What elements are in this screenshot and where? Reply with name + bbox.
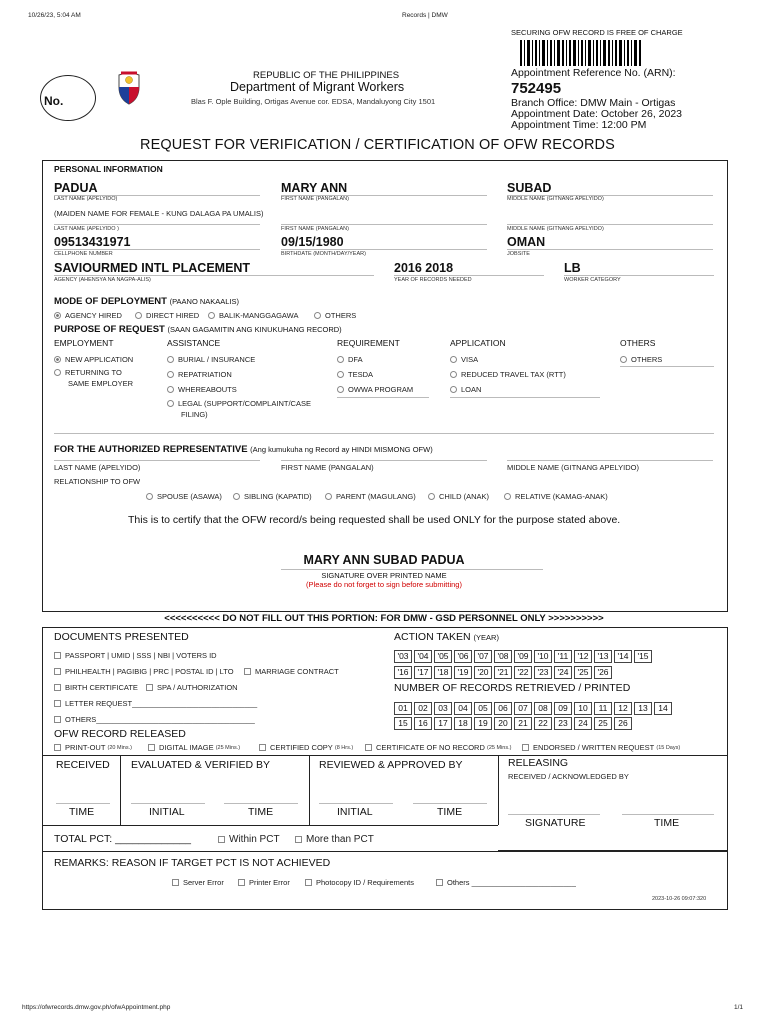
option-label: DIGITAL IMAGE bbox=[159, 743, 214, 752]
checkbox[interactable] bbox=[54, 716, 61, 723]
year-box[interactable]: '18 bbox=[434, 666, 452, 679]
review-time: TIME bbox=[437, 806, 463, 818]
option-label: Printer Error bbox=[249, 878, 290, 887]
option-sub: (8 Hrs.) bbox=[334, 744, 354, 751]
rel-spouse[interactable] bbox=[146, 492, 222, 501]
purpose-new-application[interactable] bbox=[54, 355, 133, 364]
worker-category-value: LB bbox=[564, 261, 714, 276]
rep-last-label: LAST NAME (APELYIDO) bbox=[54, 463, 141, 472]
col-assistance: ASSISTANCE bbox=[167, 338, 221, 348]
deployment-agency-hired[interactable] bbox=[54, 311, 122, 320]
checkbox[interactable] bbox=[54, 744, 61, 751]
deployment-direct-hired[interactable] bbox=[135, 311, 199, 320]
print-title: Records | DMW bbox=[402, 12, 448, 19]
purpose-whereabouts[interactable] bbox=[167, 385, 237, 394]
count-box[interactable]: 02 bbox=[414, 702, 432, 715]
doc-philhealth[interactable] bbox=[54, 667, 234, 676]
maiden-first-label: FIRST NAME (PANGALAN) bbox=[281, 226, 349, 232]
philippine-seal-icon bbox=[113, 71, 145, 105]
option-label: MARRIAGE CONTRACT bbox=[255, 667, 339, 676]
purpose-repatriation[interactable] bbox=[167, 370, 232, 379]
option-label: CHILD (ANAK) bbox=[439, 492, 490, 501]
year-box[interactable]: '16 bbox=[394, 666, 412, 679]
print-url: https://ofwrecords.dmw.gov.ph/ofwAppointment.php bbox=[22, 1004, 171, 1011]
purpose-heading-sub: (SAAN GAGAMITIN ANG KINUKUHANG RECORD) bbox=[167, 325, 342, 334]
appointment-time: Appointment Time: 12:00 PM bbox=[511, 119, 647, 131]
option-label: OWWA PROGRAM bbox=[348, 385, 414, 394]
radio[interactable] bbox=[450, 386, 457, 393]
checkbox[interactable] bbox=[522, 744, 529, 751]
option-label: SPOUSE (ASAWA) bbox=[157, 492, 222, 501]
eval-initial-line bbox=[131, 803, 205, 804]
print-datetime: 10/26/23, 5:04 AM bbox=[28, 12, 81, 19]
released-no-record[interactable] bbox=[365, 743, 511, 752]
reason-photocopy[interactable] bbox=[305, 878, 414, 887]
radio[interactable] bbox=[167, 371, 174, 378]
last-name-label: LAST NAME (APELYIDO) bbox=[54, 196, 118, 202]
jobsite-value: OMAN bbox=[507, 235, 713, 250]
year-box[interactable]: '24 bbox=[554, 666, 572, 679]
year-box[interactable]: '23 bbox=[534, 666, 552, 679]
count-box[interactable]: 05 bbox=[474, 702, 492, 715]
action-heading-sub: (YEAR) bbox=[473, 633, 499, 642]
option-sub: (20 Mins.) bbox=[107, 744, 132, 751]
representative-heading-sub: (Ang kumukuha ng Record ay HINDI MISMONG OFW) bbox=[250, 445, 433, 454]
department-address: Blas F. Ople Building, Ortigas Avenue cor. EDSA, Mandaluyong City 1501 bbox=[191, 97, 436, 106]
checkbox[interactable] bbox=[305, 879, 312, 886]
maiden-middle-label: MIDDLE NAME (GITNANG APELYIDO) bbox=[507, 226, 604, 232]
year-box[interactable]: '13 bbox=[594, 650, 612, 663]
signature-reminder: (Please do not forget to sign before submitting) bbox=[306, 580, 462, 589]
year-box[interactable]: '10 bbox=[534, 650, 552, 663]
radio[interactable] bbox=[325, 493, 332, 500]
checkbox[interactable] bbox=[365, 744, 372, 751]
count-box[interactable]: 07 bbox=[514, 702, 532, 715]
checkbox[interactable] bbox=[238, 879, 245, 886]
purpose-tesda[interactable] bbox=[337, 370, 373, 379]
year-box[interactable]: '03 bbox=[394, 650, 412, 663]
appointment-date: Appointment Date: October 26, 2023 bbox=[511, 108, 683, 120]
option-label: RELATIVE (KAMAG-ANAK) bbox=[515, 492, 608, 501]
option-label: More than PCT bbox=[306, 834, 374, 845]
year-box[interactable]: '20 bbox=[474, 666, 492, 679]
maiden-middle-line bbox=[507, 224, 713, 225]
doc-letter[interactable] bbox=[54, 699, 257, 708]
action-heading-text: ACTION TAKEN bbox=[394, 631, 471, 643]
radio[interactable] bbox=[428, 493, 435, 500]
radio[interactable] bbox=[208, 312, 215, 319]
count-box[interactable]: 23 bbox=[554, 717, 572, 730]
count-box[interactable]: 01 bbox=[394, 702, 412, 715]
rep-first-line bbox=[281, 460, 487, 461]
count-box[interactable]: 06 bbox=[494, 702, 512, 715]
released-printout[interactable] bbox=[54, 743, 132, 752]
count-box[interactable]: 24 bbox=[574, 717, 592, 730]
agency-label: AGENCY (AHENSYA NA NAGPA-ALIS) bbox=[54, 277, 151, 283]
count-box[interactable]: 19 bbox=[474, 717, 492, 730]
barcode bbox=[518, 40, 644, 66]
year-box[interactable]: '07 bbox=[474, 650, 492, 663]
option-label: AGENCY HIRED bbox=[65, 311, 122, 320]
first-name-label: FIRST NAME (PANGALAN) bbox=[281, 196, 349, 202]
table-bottom-border bbox=[42, 825, 498, 826]
year-box[interactable]: '14 bbox=[614, 650, 632, 663]
received-ack-label: RECEIVED / ACKNOWLEDGED BY bbox=[508, 772, 629, 781]
release-time-line bbox=[622, 814, 714, 815]
years-needed-label: YEAR OF RECORDS NEEDED bbox=[394, 277, 472, 283]
count-box[interactable]: 10 bbox=[574, 702, 592, 715]
table-top-border bbox=[42, 755, 728, 756]
purpose-rtt[interactable] bbox=[450, 370, 566, 379]
radio[interactable] bbox=[314, 312, 321, 319]
documents-heading: DOCUMENTS PRESENTED bbox=[54, 631, 189, 643]
year-box[interactable]: '04 bbox=[414, 650, 432, 663]
years-needed-value: 2016 2018 bbox=[394, 261, 544, 276]
release-signature-line bbox=[508, 814, 600, 815]
year-box[interactable]: '06 bbox=[454, 650, 472, 663]
option-label: PARENT (MAGULANG) bbox=[336, 492, 416, 501]
owwa-line bbox=[337, 397, 429, 398]
eval-time: TIME bbox=[248, 806, 274, 818]
col-application: APPLICATION bbox=[450, 338, 506, 348]
reason-printer[interactable] bbox=[238, 878, 290, 887]
table-col-divider-3 bbox=[498, 755, 499, 825]
personal-info-heading: PERSONAL INFORMATION bbox=[54, 164, 163, 174]
eval-initial: INITIAL bbox=[149, 806, 185, 818]
checkbox[interactable] bbox=[295, 836, 302, 843]
gsd-banner: <<<<<<<<<< DO NOT FILL OUT THIS PORTION: FOR DMW - GSD PERSONNEL ONLY >>>>>>>>>> bbox=[164, 613, 604, 624]
count-box[interactable]: 26 bbox=[614, 717, 632, 730]
option-label: REPATRIATION bbox=[178, 370, 232, 379]
radio[interactable] bbox=[167, 356, 174, 363]
checkbox[interactable] bbox=[436, 879, 443, 886]
count-box[interactable]: 16 bbox=[414, 717, 432, 730]
radio[interactable] bbox=[146, 493, 153, 500]
action-heading bbox=[394, 631, 499, 643]
year-box[interactable]: '19 bbox=[454, 666, 472, 679]
year-box[interactable]: '26 bbox=[594, 666, 612, 679]
year-box[interactable]: '09 bbox=[514, 650, 532, 663]
reason-others[interactable] bbox=[436, 878, 576, 887]
remarks-top-border bbox=[42, 851, 728, 852]
count-box[interactable]: 03 bbox=[434, 702, 452, 715]
middle-name-label: MIDDLE NAME (GITNANG APELYIDO) bbox=[507, 196, 604, 202]
option-label: OTHERS bbox=[325, 311, 357, 320]
year-box[interactable]: '05 bbox=[434, 650, 452, 663]
count-box[interactable]: 08 bbox=[534, 702, 552, 715]
checkbox[interactable] bbox=[54, 700, 61, 707]
deployment-heading bbox=[54, 296, 239, 307]
received-time: TIME bbox=[69, 806, 95, 818]
option-label: CERTIFICATE OF NO RECORD bbox=[376, 743, 485, 752]
year-box[interactable]: '17 bbox=[414, 666, 432, 679]
others-line bbox=[620, 366, 714, 367]
option-label: CERTIFIED COPY bbox=[270, 743, 333, 752]
col-requirement: REQUIREMENT bbox=[337, 338, 400, 348]
free-charge-note: SECURING OFW RECORD IS FREE OF CHARGE bbox=[511, 28, 683, 37]
released-heading: OFW RECORD RELEASED bbox=[54, 728, 186, 740]
first-name-value: MARY ANN bbox=[281, 181, 487, 196]
count-box[interactable]: 14 bbox=[654, 702, 672, 715]
count-boxes-row2 bbox=[394, 713, 634, 731]
purpose-divider bbox=[54, 433, 714, 434]
radio[interactable] bbox=[337, 356, 344, 363]
radio[interactable] bbox=[337, 386, 344, 393]
rel-child[interactable] bbox=[428, 492, 489, 501]
maiden-note: (MAIDEN NAME FOR FEMALE - KUNG DALAGA PA UMALIS) bbox=[54, 209, 264, 218]
option-label: Server Error bbox=[183, 878, 224, 887]
purpose-heading-text: PURPOSE OF REQUEST bbox=[54, 324, 165, 335]
released-digital[interactable] bbox=[148, 743, 240, 752]
option-label: ENDORSED / WRITTEN REQUEST bbox=[533, 743, 655, 752]
option-label: OTHERS bbox=[631, 355, 663, 364]
release-signature: SIGNATURE bbox=[525, 817, 586, 829]
option-label: WHEREABOUTS bbox=[178, 385, 237, 394]
checkbox[interactable] bbox=[54, 684, 61, 691]
deployment-others[interactable] bbox=[314, 311, 356, 320]
option-label: DFA bbox=[348, 355, 363, 364]
option-sub: (25 Mins.) bbox=[487, 744, 512, 751]
deployment-heading-text: MODE OF DEPLOYMENT bbox=[54, 296, 167, 307]
relationship-label: RELATIONSHIP TO OFW bbox=[54, 477, 141, 486]
option-label: PHILHEALTH | PAGIBIG | PRC | POSTAL ID | LTO bbox=[65, 667, 234, 676]
within-pct[interactable] bbox=[218, 834, 280, 845]
count-box[interactable]: 17 bbox=[434, 717, 452, 730]
checkbox[interactable] bbox=[172, 879, 179, 886]
release-time: TIME bbox=[654, 817, 680, 829]
maiden-last-label: LAST NAME (APELYIDO ) bbox=[54, 226, 119, 232]
count-box[interactable]: 25 bbox=[594, 717, 612, 730]
doc-others[interactable] bbox=[54, 715, 255, 724]
count-box[interactable]: 22 bbox=[534, 717, 552, 730]
reason-server[interactable] bbox=[172, 878, 224, 887]
option-label: BURIAL / INSURANCE bbox=[178, 355, 256, 364]
representative-heading-text: FOR THE AUTHORIZED REPRESENTATIVE bbox=[54, 444, 248, 455]
count-box[interactable]: 18 bbox=[454, 717, 472, 730]
middle-name-value: SUBAD bbox=[507, 181, 713, 196]
rep-middle-label: MIDDLE NAME (GITNANG APELYIDO) bbox=[507, 463, 639, 472]
released-endorsed[interactable] bbox=[522, 743, 680, 752]
table-col-divider-1 bbox=[120, 755, 121, 825]
birthdate-label: BIRTHDATE (MONTH/DAY/YEAR) bbox=[281, 251, 366, 257]
purpose-heading bbox=[54, 324, 342, 335]
republic-label: REPUBLIC OF THE PHILIPPINES bbox=[253, 70, 400, 81]
released-certified[interactable] bbox=[259, 743, 353, 752]
birthdate-value: 09/15/1980 bbox=[281, 235, 487, 250]
option-label: SPA / AUTHORIZATION bbox=[157, 683, 238, 692]
rel-relative[interactable] bbox=[504, 492, 608, 501]
purpose-burial[interactable] bbox=[167, 355, 255, 364]
option-label: Others _________________________ bbox=[447, 878, 576, 887]
checkbox[interactable] bbox=[54, 668, 61, 675]
col-releasing: RELEASING bbox=[508, 757, 569, 769]
purpose-owwa[interactable] bbox=[337, 385, 413, 394]
option-label: LETTER REQUEST______________________________ bbox=[65, 699, 258, 708]
option-sub: (15 Days) bbox=[656, 744, 681, 751]
table-col-divider-2 bbox=[309, 755, 310, 825]
doc-ids[interactable] bbox=[54, 651, 217, 660]
agency-value: SAVIOURMED INTL PLACEMENT bbox=[54, 261, 374, 276]
number-label: No. bbox=[44, 94, 64, 108]
checkbox[interactable] bbox=[244, 668, 251, 675]
department-name: Department of Migrant Workers bbox=[230, 80, 405, 94]
maiden-last-line bbox=[54, 224, 260, 225]
purpose-same-employer: SAME EMPLOYER bbox=[68, 379, 134, 388]
col-others: OTHERS bbox=[620, 338, 656, 348]
received-time-line bbox=[56, 803, 110, 804]
radio[interactable] bbox=[450, 356, 457, 363]
review-initial: INITIAL bbox=[337, 806, 373, 818]
radio[interactable] bbox=[620, 356, 627, 363]
radio[interactable] bbox=[450, 371, 457, 378]
option-label: LOAN bbox=[461, 385, 482, 394]
rep-last-line bbox=[54, 460, 260, 461]
year-boxes-row2 bbox=[394, 662, 614, 680]
checkbox[interactable] bbox=[146, 684, 153, 691]
option-label: BIRTH CERTIFICATE bbox=[65, 683, 138, 692]
option-label: Photocopy ID / Requirements bbox=[316, 878, 414, 887]
count-box[interactable]: 21 bbox=[514, 717, 532, 730]
radio-selected[interactable] bbox=[54, 312, 61, 319]
arn-label: Appointment Reference No. (ARN): bbox=[511, 67, 676, 79]
signature-label: SIGNATURE OVER PRINTED NAME bbox=[321, 571, 447, 580]
rel-sibling[interactable] bbox=[233, 492, 312, 501]
purpose-returning[interactable] bbox=[54, 368, 122, 377]
option-label: VISA bbox=[461, 355, 479, 364]
count-heading: NUMBER OF RECORDS RETRIEVED / PRINTED bbox=[394, 682, 631, 694]
purpose-legal-cont: FILING) bbox=[181, 410, 208, 419]
checkbox[interactable] bbox=[148, 744, 155, 751]
deployment-heading-sub: (PAANO NAKAALIS) bbox=[169, 297, 240, 306]
purpose-others[interactable] bbox=[620, 355, 662, 364]
radio[interactable] bbox=[504, 493, 511, 500]
certification-text: This is to certify that the OFW record/s being requested shall be used ONLY for the purpose stated above. bbox=[128, 514, 621, 526]
arn-value: 752495 bbox=[511, 80, 562, 97]
radio[interactable] bbox=[167, 386, 174, 393]
checkbox[interactable] bbox=[54, 652, 61, 659]
branch-office: Branch Office: DMW Main - Ortigas bbox=[511, 97, 676, 109]
year-box[interactable]: '21 bbox=[494, 666, 512, 679]
col-reviewed: REVIEWED & APPROVED BY bbox=[319, 759, 463, 771]
option-label: BALIK-MANGGAGAWA bbox=[219, 311, 299, 320]
timestamp-stamp: 2023-10-26 09:07:320 bbox=[652, 896, 707, 902]
option-label: PRINT-OUT bbox=[65, 743, 106, 752]
rep-first-label: FIRST NAME (PANGALAN) bbox=[281, 463, 374, 472]
year-box[interactable]: '08 bbox=[494, 650, 512, 663]
count-box[interactable]: 20 bbox=[494, 717, 512, 730]
doc-birth[interactable] bbox=[54, 683, 138, 692]
checkbox[interactable] bbox=[259, 744, 266, 751]
purpose-loan[interactable] bbox=[450, 385, 481, 394]
signature-line bbox=[281, 569, 543, 570]
purpose-visa[interactable] bbox=[450, 355, 478, 364]
purpose-dfa[interactable] bbox=[337, 355, 363, 364]
year-box[interactable]: '12 bbox=[574, 650, 592, 663]
option-label: NEW APPLICATION bbox=[65, 355, 134, 364]
option-label: REDUCED TRAVEL TAX (RTT) bbox=[461, 370, 566, 379]
col-evaluated: EVALUATED & VERIFIED BY bbox=[131, 759, 271, 771]
radio[interactable] bbox=[167, 400, 174, 407]
cellphone-label: CELLPHONE NUMBER bbox=[54, 251, 113, 257]
option-label: Within PCT bbox=[229, 834, 280, 845]
option-sub: (25 Mins.) bbox=[215, 744, 241, 751]
more-pct[interactable] bbox=[295, 834, 374, 845]
maiden-first-line bbox=[281, 224, 487, 225]
jobsite-label: JOBSITE bbox=[507, 251, 530, 257]
form-title: REQUEST FOR VERIFICATION / CERTIFICATION OF OFW RECORDS bbox=[140, 137, 615, 153]
radio[interactable] bbox=[135, 312, 142, 319]
radio[interactable] bbox=[337, 371, 344, 378]
remarks-heading: REMARKS: REASON IF TARGET PCT IS NOT ACHIEVED bbox=[54, 857, 331, 869]
review-time-line bbox=[413, 803, 487, 804]
total-pct: TOTAL PCT: _____________ bbox=[54, 833, 191, 845]
count-box[interactable]: 13 bbox=[634, 702, 652, 715]
review-initial-line bbox=[319, 803, 393, 804]
print-page-number: 1/1 bbox=[734, 1004, 744, 1011]
purpose-legal[interactable] bbox=[167, 399, 311, 408]
doc-marriage[interactable] bbox=[244, 667, 339, 676]
count-box[interactable]: 11 bbox=[594, 702, 612, 715]
count-box[interactable]: 04 bbox=[454, 702, 472, 715]
rel-parent[interactable] bbox=[325, 492, 416, 501]
col-received: RECEIVED bbox=[56, 759, 110, 771]
radio[interactable] bbox=[233, 493, 240, 500]
count-box[interactable]: 12 bbox=[614, 702, 632, 715]
eval-time-line bbox=[224, 803, 298, 804]
option-label: DIRECT HIRED bbox=[146, 311, 200, 320]
radio[interactable] bbox=[54, 369, 61, 376]
cellphone-value: 09513431971 bbox=[54, 235, 260, 250]
radio-selected[interactable] bbox=[54, 356, 61, 363]
year-box[interactable]: '11 bbox=[554, 650, 572, 663]
signature-name: MARY ANN SUBAD PADUA bbox=[303, 553, 465, 567]
worker-category-label: WORKER CATEGORY bbox=[564, 277, 621, 283]
deployment-balik-manggagawa[interactable] bbox=[208, 311, 298, 320]
rep-middle-line bbox=[507, 460, 713, 461]
col-employment: EMPLOYMENT bbox=[54, 338, 114, 348]
last-name-value: PADUA bbox=[54, 181, 260, 196]
option-label: OTHERS______________________________________ bbox=[65, 715, 255, 724]
year-box[interactable]: '22 bbox=[514, 666, 532, 679]
option-label: RETURNING TO bbox=[65, 368, 122, 377]
count-box[interactable]: 09 bbox=[554, 702, 572, 715]
year-box[interactable]: '15 bbox=[634, 650, 652, 663]
count-box[interactable]: 15 bbox=[394, 717, 412, 730]
doc-spa[interactable] bbox=[146, 683, 238, 692]
representative-heading bbox=[54, 444, 433, 455]
option-label: SIBLING (KAPATID) bbox=[244, 492, 312, 501]
year-box[interactable]: '25 bbox=[574, 666, 592, 679]
option-label: PASSPORT | UMID | SSS | NBI | VOTERS ID bbox=[65, 651, 217, 660]
option-label: LEGAL (SUPPORT/COMPLAINT/CASE bbox=[178, 399, 311, 408]
option-label: TESDA bbox=[348, 370, 374, 379]
loan-line bbox=[450, 397, 600, 398]
checkbox[interactable] bbox=[218, 836, 225, 843]
